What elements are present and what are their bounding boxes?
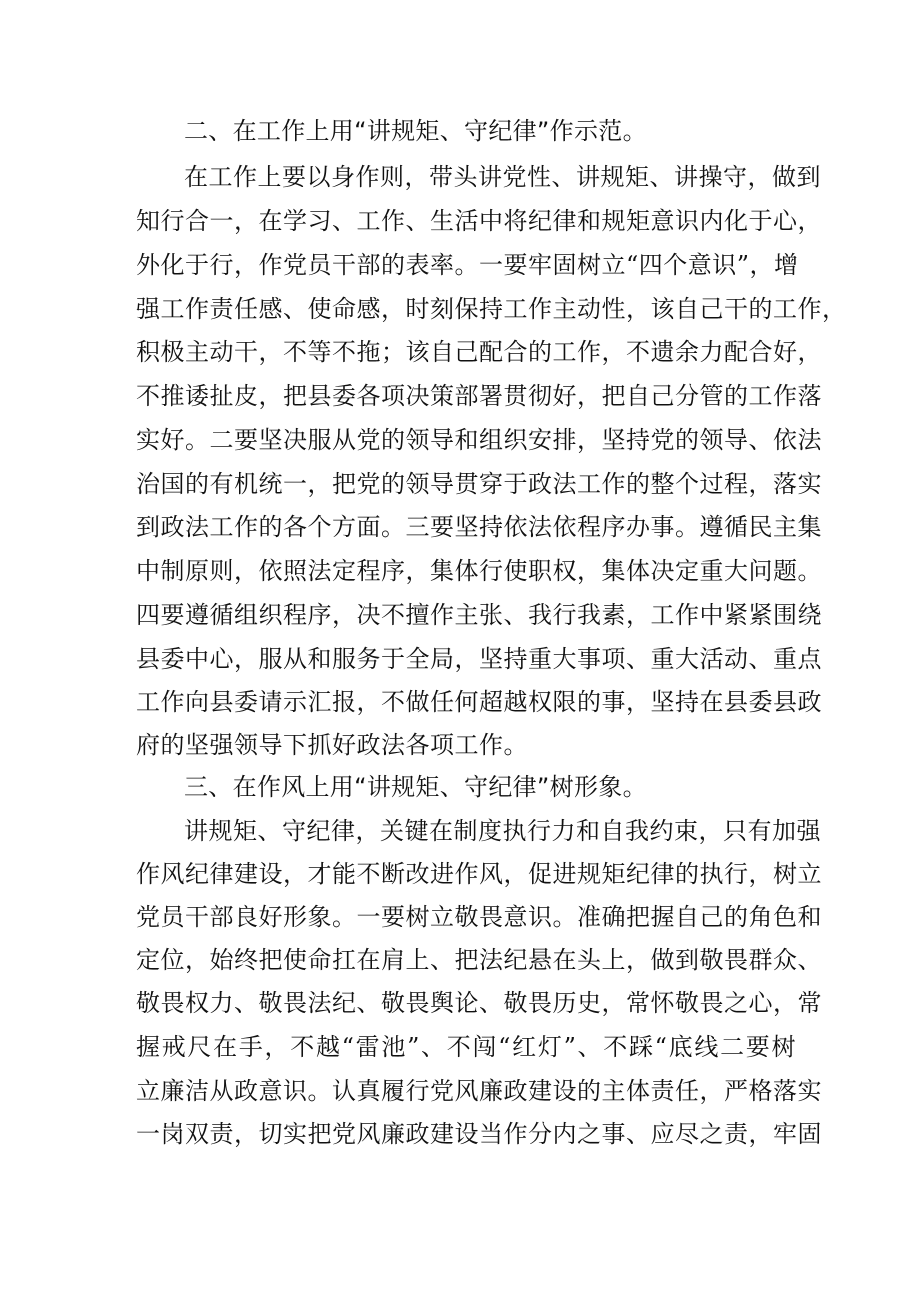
paragraph-line: 敬畏权力、敬畏法纪、敬畏舆论、敬畏历史，常怀敬畏之心，常: [136, 989, 822, 1017]
paragraph-line: 积极主动干，不等不拖；该自己配合的工作，不遗余力配合好，: [136, 338, 822, 366]
paragraph-line: 实好。二要坚决服从党的领导和组织安排，坚持党的领导、依法: [136, 426, 822, 454]
paragraph-line: 党员干部良好形象。一要树立敬畏意识。准确把握自己的角色和: [136, 903, 822, 931]
paragraph-line: 府的坚强领导下抓好政法各项工作。: [136, 731, 528, 759]
section-heading-work: 二、在工作上用“讲规矩、守纪律”作示范。: [184, 117, 647, 145]
paragraph-line: 立廉洁从政意识。认真履行党风廉政建设的主体责任，严格落实: [136, 1077, 822, 1105]
paragraph-line: 治国的有机统一，把党的领导贯穿于政法工作的整个过程，落实: [136, 470, 822, 498]
paragraph-line: 定位，始终把使命扛在肩上、把法纪悬在头上，做到敬畏群众、: [136, 946, 822, 974]
paragraph-line: 县委中心，服从和服务于全局，坚持重大事项、重大活动、重点: [136, 645, 822, 673]
paragraph-line: 工作向县委请示汇报，不做任何超越权限的事，坚持在县委县政: [136, 688, 822, 716]
paragraph-line: 一岗双责，切实把党风廉政建设当作分内之事、应尽之责，牢固: [136, 1120, 822, 1148]
paragraph-line: 握戒尺在手，不越“雷池”、不闯“红灯”、不踩“底线二要树: [136, 1033, 796, 1061]
paragraph-line: 讲规矩、守纪律，关键在制度执行力和自我约束，只有加强: [184, 817, 821, 845]
paragraph-line: 知行合一，在学习、工作、生活中将纪律和规矩意识内化于心，: [136, 207, 822, 235]
paragraph-line: 强工作责任感、使命感，时刻保持工作主动性，该自己干的工作，: [136, 295, 847, 323]
paragraph-line: 到政法工作的各个方面。三要坚持依法依程序办事。遵循民主集: [136, 513, 822, 541]
paragraph-line: 不推诿扯皮，把县委各项决策部署贯彻好，把自己分管的工作落: [136, 382, 822, 410]
paragraph-line: 四要遵循组织程序，决不擅作主张、我行我素，工作中紧紧围绕: [136, 601, 822, 629]
paragraph-line: 外化于行，作党员干部的表率。一要牢固树立“四个意识”，增: [136, 251, 799, 279]
section-heading-style: 三、在作风上用“讲规矩、守纪律”树形象。: [184, 773, 647, 801]
paragraph-line: 中制原则，依照法定程序，集体行使职权，集体决定重大问题。: [136, 557, 822, 585]
paragraph-line: 作风纪律建设，才能不断改进作风，促进规矩纪律的执行，树立: [136, 860, 822, 888]
paragraph-line: 在工作上要以身作则，带头讲党性、讲规矩、讲操守，做到: [184, 163, 821, 191]
